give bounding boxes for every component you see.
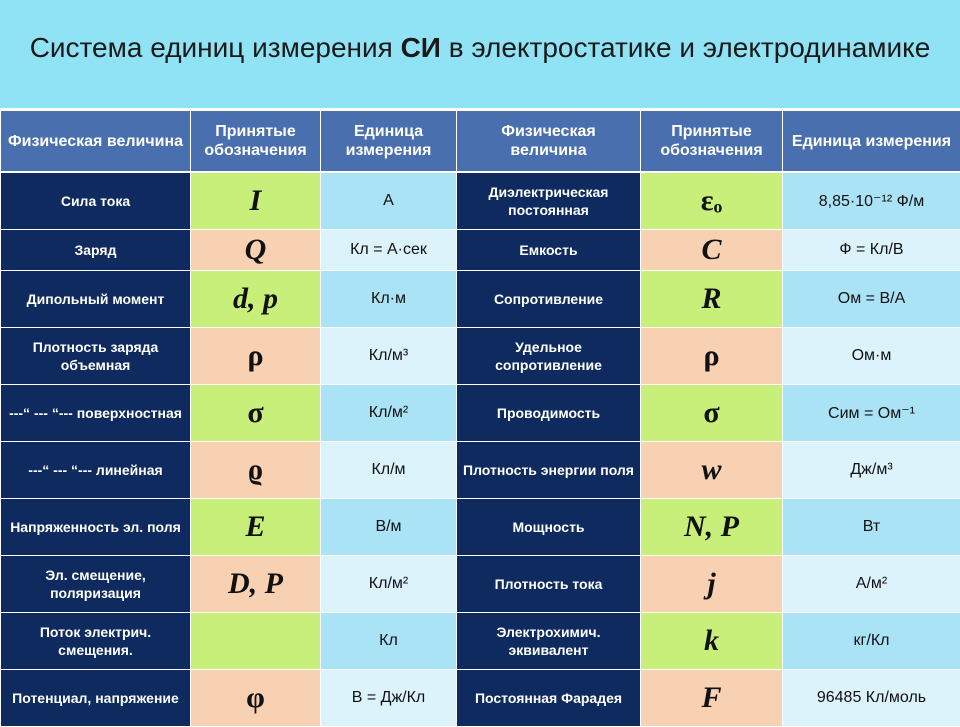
table-row <box>1 613 960 670</box>
symbol-cell: w <box>641 442 783 499</box>
table-row <box>1 271 960 328</box>
symbol-cell: ρ <box>191 328 321 385</box>
quantity-cell: Постоянная Фарадея <box>457 670 641 727</box>
quantity-cell: Проводимость <box>457 385 641 442</box>
unit-cell: 96485 Кл/моль <box>783 670 960 727</box>
page-title <box>0 32 960 64</box>
quantity-cell: Заряд <box>1 230 191 271</box>
quantity-cell: Электрохимич. эквивалент <box>457 613 641 670</box>
unit-cell: Кл = А·сек <box>321 230 457 271</box>
symbol-cell: F <box>641 670 783 727</box>
table-row <box>1 385 960 442</box>
table-row <box>1 328 960 385</box>
quantity-cell: Дипольный момент <box>1 271 191 328</box>
symbol-cell: ϱ <box>191 442 321 499</box>
unit-cell: 8,85·10⁻¹² Ф/м <box>783 172 960 230</box>
symbol-cell: d, p <box>191 271 321 328</box>
table-row <box>1 499 960 556</box>
quantity-cell: Сопротивление <box>457 271 641 328</box>
title-si: СИ <box>401 32 441 63</box>
header-symbol: Принятые обозначения <box>641 111 783 173</box>
unit-cell: Сим = Ом⁻¹ <box>783 385 960 442</box>
title-part2: в электростатике и электродинамике <box>441 32 930 63</box>
header-unit: Единица измерения <box>783 111 960 173</box>
unit-cell: Ом·м <box>783 328 960 385</box>
symbol-cell: D, P <box>191 556 321 613</box>
symbol-cell <box>191 613 321 670</box>
unit-cell: Кл/м² <box>321 385 457 442</box>
unit-cell: Ом = В/А <box>783 271 960 328</box>
table-row <box>1 556 960 613</box>
quantity-cell: Емкость <box>457 230 641 271</box>
header-quantity: Физическая величина <box>1 111 191 173</box>
quantity-cell: Потенциал, напряжение <box>1 670 191 727</box>
table-row <box>1 230 960 271</box>
header-unit: Единица измерения <box>321 111 457 173</box>
symbol-cell: εₒ <box>641 172 783 230</box>
symbol-cell: ρ <box>641 328 783 385</box>
symbol-cell: N, P <box>641 499 783 556</box>
quantity-cell: Плотность заряда объемная <box>1 328 191 385</box>
symbol-cell: k <box>641 613 783 670</box>
symbol-cell: C <box>641 230 783 271</box>
quantity-cell: Плотность тока <box>457 556 641 613</box>
symbol-cell: Q <box>191 230 321 271</box>
table-row <box>1 670 960 727</box>
unit-cell: Вт <box>783 499 960 556</box>
quantity-cell: Напряженность эл. поля <box>1 499 191 556</box>
unit-cell: А/м² <box>783 556 960 613</box>
unit-cell: В = Дж/Кл <box>321 670 457 727</box>
unit-cell: Кл/м <box>321 442 457 499</box>
unit-cell: Кл/м² <box>321 556 457 613</box>
quantity-cell: Удельное сопротивление <box>457 328 641 385</box>
header-row <box>1 111 960 173</box>
quantity-cell: Поток электрич. смещения. <box>1 613 191 670</box>
quantity-cell: Сила тока <box>1 172 191 230</box>
unit-cell: А <box>321 172 457 230</box>
quantity-cell: Эл. смещение, поляризация <box>1 556 191 613</box>
header-symbol: Принятые обозначения <box>191 111 321 173</box>
quantity-cell: Плотность энергии поля <box>457 442 641 499</box>
quantity-cell: ---“ --- “--- поверхностная <box>1 385 191 442</box>
symbol-cell: I <box>191 172 321 230</box>
unit-cell: В/м <box>321 499 457 556</box>
symbol-cell: σ <box>191 385 321 442</box>
symbol-cell: R <box>641 271 783 328</box>
symbol-cell: φ <box>191 670 321 727</box>
symbol-cell: E <box>191 499 321 556</box>
header-quantity: Физическая величина <box>457 111 641 173</box>
unit-cell: Кл·м <box>321 271 457 328</box>
table-row <box>1 172 960 230</box>
quantity-cell: ---“ --- “--- линейная <box>1 442 191 499</box>
unit-cell: Дж/м³ <box>783 442 960 499</box>
quantity-cell: Диэлектрическая постоянная <box>457 172 641 230</box>
unit-cell: Кл <box>321 613 457 670</box>
units-table <box>0 110 960 727</box>
symbol-cell: σ <box>641 385 783 442</box>
unit-cell: Кл/м³ <box>321 328 457 385</box>
table-row <box>1 442 960 499</box>
title-part1: Система единиц измерения <box>30 32 401 63</box>
quantity-cell: Мощность <box>457 499 641 556</box>
unit-cell: Ф = Кл/В <box>783 230 960 271</box>
symbol-cell: j <box>641 556 783 613</box>
unit-cell: кг/Кл <box>783 613 960 670</box>
